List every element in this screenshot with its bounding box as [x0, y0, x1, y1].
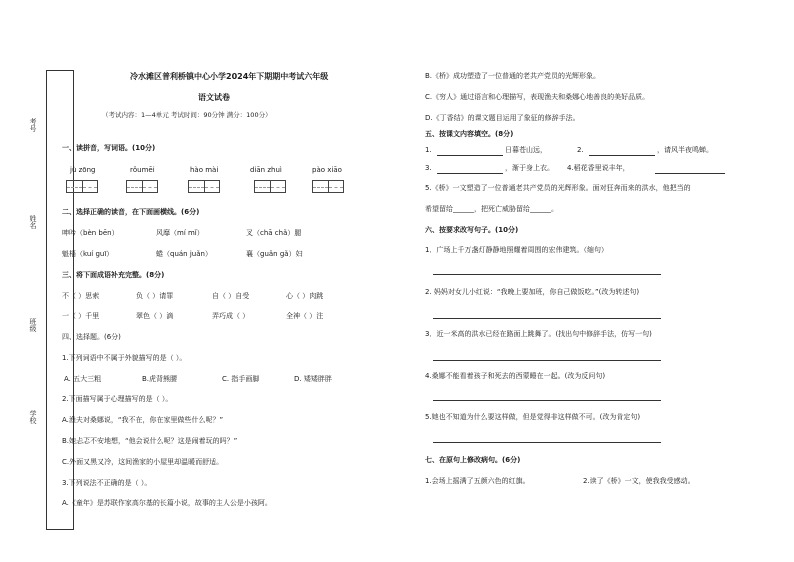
section-2-heading: 二、选择正确的读音，在下面画横线。(6分) — [62, 208, 200, 216]
idiom-item[interactable]: 翠色（ ）滴 — [136, 312, 174, 320]
rewrite-1-prompt: 1．广场上千万盏灯静静地照耀着周围的宏伟建筑。（缩句） — [425, 246, 608, 254]
q1-option-a[interactable]: A. 五大三粗 — [64, 375, 102, 383]
fill-1-number: 1. — [425, 146, 432, 154]
q3-option-c[interactable]: C.《穷人》通过语言和心理描写，表现渔夫和桑娜心地善良的美好品质。 — [425, 93, 650, 101]
class-label: 班级 — [29, 318, 37, 332]
reading-item[interactable]: 风靡（mí mǐ） — [156, 229, 204, 237]
fill-2-number: 2. — [577, 146, 584, 154]
correct-sentence-1[interactable]: 1.会场上摇满了五颜六色的红旗。 — [425, 477, 530, 485]
fill-4-text: 4.稻花香里说丰年， — [567, 164, 630, 172]
q3-option-d[interactable]: D.《丁香结》的课文题目运用了象征的修辞手法。 — [425, 114, 580, 122]
q2-option-c[interactable]: C.外面又黑又冷，这间渔家的小屋里却温暖而舒适。 — [62, 458, 224, 466]
question-3: 3.下列说法不正确的是（ ）。 — [62, 479, 152, 487]
section-4-heading: 四、选择题。(6分) — [62, 333, 121, 341]
fill-5-blanks[interactable]: 希望留给______，把死亡威胁留给______。 — [425, 205, 558, 213]
fill-blank[interactable] — [437, 155, 503, 156]
idiom-item[interactable]: 一（ ）千里 — [62, 312, 100, 320]
reading-item[interactable]: 蜷（quán juǎn） — [156, 250, 212, 258]
idiom-item[interactable]: 心（ ）肉跳 — [286, 292, 324, 300]
rewrite-4-prompt: 4.桑娜不能看着孩子和死去的西蒙睡在一起。(改为反问句) — [425, 372, 606, 380]
q1-option-d[interactable]: D. 矮矮胖胖 — [294, 375, 332, 383]
reading-item[interactable]: 呻吟（bèn bēn） — [62, 229, 119, 237]
pinyin-4: diān zhuì — [250, 166, 282, 174]
writing-box-3[interactable] — [188, 180, 220, 193]
answer-line[interactable] — [433, 442, 661, 443]
correct-sentence-2[interactable]: 2.读了《桥》一文，使我我受感动。 — [583, 477, 695, 485]
fill-3-number: 3. — [425, 164, 432, 172]
answer-line[interactable] — [433, 318, 661, 319]
reading-item[interactable]: 叉（chā chǎ）腿 — [246, 229, 302, 237]
q2-option-b[interactable]: B.她忐忑不安地想，“他会说什么呢？这是闹着玩的吗？” — [62, 437, 238, 445]
q3-option-a[interactable]: A.《童年》是苏联作家高尔基的长篇小说，故事的主人公是小孩阿。 — [62, 499, 272, 507]
fill-1-text: 日暮苍山远， — [505, 146, 547, 154]
writing-box-4[interactable] — [254, 180, 286, 193]
writing-box-1[interactable] — [66, 180, 98, 193]
pinyin-1: jù zōng — [70, 166, 96, 174]
fill-5-text: 5.《桥》一文塑造了一位普通老共产党员的光辉形象。面对狂奔而来的洪水，他把当的 — [425, 184, 691, 192]
idiom-item[interactable]: 全神（ ）注 — [286, 312, 324, 320]
fill-2-text: ，请风半夜鸣蝉。 — [657, 146, 713, 154]
exam-number-label: 考号 — [29, 118, 37, 132]
fill-3-text: ，渐于身上衣。 — [505, 164, 554, 172]
exam-subtitle: 语文试卷 — [198, 93, 230, 102]
answer-line[interactable] — [433, 360, 661, 361]
pinyin-2: rǒumēi — [130, 166, 155, 174]
answer-line[interactable] — [433, 274, 661, 275]
rewrite-2-prompt: 2. 妈妈对女儿小红说：“我晚上要加班，你自己做饭吃。”(改为转述句) — [425, 288, 640, 296]
pinyin-3: hào mài — [190, 166, 219, 174]
q1-option-b[interactable]: B.虎背熊腰 — [142, 375, 178, 383]
q3-option-b[interactable]: B.《桥》成功塑造了一位普通的老共产党员的光辉形象。 — [425, 72, 601, 80]
question-1: 1.下列词语中不属于外貌描写的是（ ）。 — [62, 354, 187, 362]
section-1-heading: 一、读拼音，写词语。(10分) — [62, 144, 156, 152]
fill-blank[interactable] — [437, 173, 503, 174]
q2-option-a[interactable]: A.渔夫对桑娜说，“我不在，你在家里做些什么呢？” — [62, 416, 224, 424]
section-7-heading: 七、在原句上修改病句。(6分) — [425, 456, 521, 464]
fill-blank[interactable] — [589, 155, 655, 156]
section-3-heading: 三、将下面成语补充完整。(8分) — [62, 271, 165, 279]
student-name-label: 姓名 — [29, 215, 37, 229]
reading-item[interactable]: 魁梧（kuí guī） — [62, 250, 114, 258]
idiom-item[interactable]: 负（ ）请罪 — [136, 292, 174, 300]
writing-box-2[interactable] — [126, 180, 158, 193]
section-5-heading: 五、按课文内容填空。(8分) — [425, 130, 514, 138]
reading-item[interactable]: 襄（guǎn gǎ）妇 — [246, 250, 303, 258]
exam-info: （考试内容：1—4单元 考试时间：90分钟 满分：100分） — [102, 111, 272, 119]
writing-box-5[interactable] — [312, 180, 344, 193]
fill-blank[interactable] — [655, 173, 725, 174]
q1-option-c[interactable]: C. 指手画脚 — [222, 375, 260, 383]
idiom-item[interactable]: 不（ ）思索 — [62, 292, 100, 300]
rewrite-5-prompt: 5.她也不知道为什么要这样做，但是觉得非这样做不可。(改为肯定句) — [425, 413, 641, 421]
idiom-item[interactable]: 弄巧成（ ） — [212, 312, 250, 320]
pinyin-5: pào xiāo — [312, 166, 342, 174]
exam-title: 冷水滩区普利桥镇中心小学2024年下期期中考试六年级 — [130, 72, 329, 81]
section-6-heading: 六、按要求改写句子。(10分) — [425, 226, 519, 234]
rewrite-3-prompt: 3．近一米高的洪水已经在路面上跳舞了。(找出句中修辞手法，仿写一句) — [425, 330, 652, 338]
idiom-item[interactable]: 自（ ）自受 — [212, 292, 250, 300]
answer-line[interactable] — [433, 400, 661, 401]
school-label: 学校 — [29, 410, 37, 424]
question-2: 2.下面描写属于心理描写的是（ ）。 — [62, 395, 173, 403]
